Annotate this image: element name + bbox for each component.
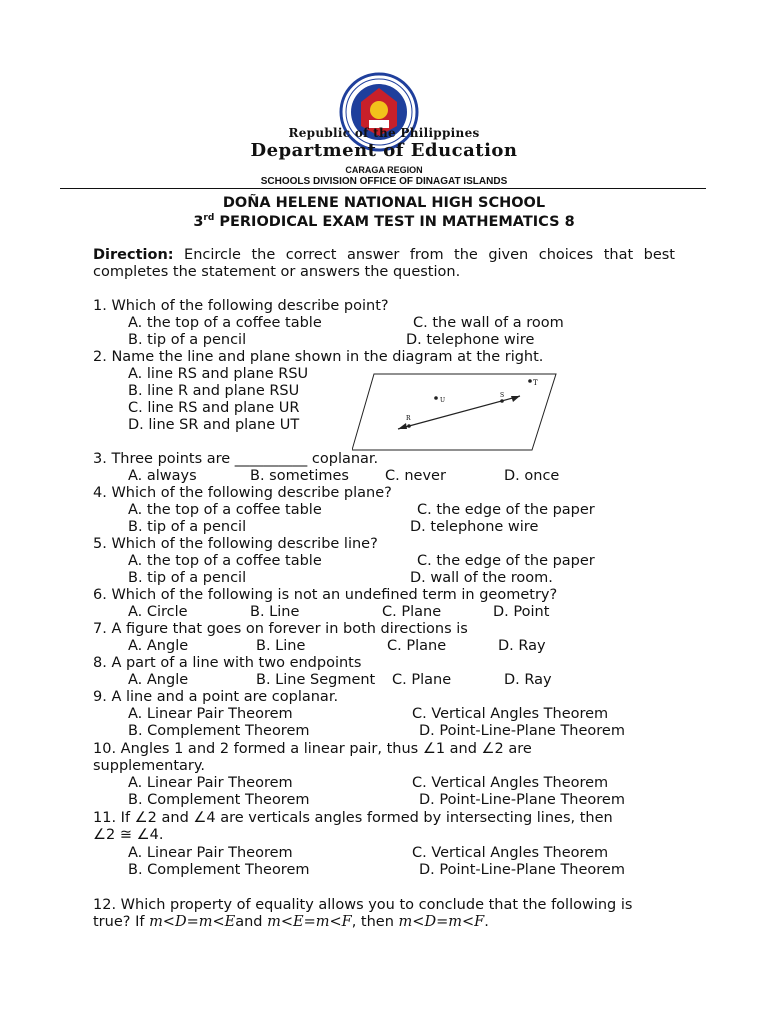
q4-choice-d[interactable]: D. telephone wire (410, 519, 539, 535)
q6-choice-a[interactable]: A. Circle (128, 604, 188, 620)
q10-choice-d[interactable]: D. Point-Line-Plane Theorem (419, 792, 625, 808)
question-5: 5. Which of the following describe line? (93, 536, 378, 552)
q8-choice-c[interactable]: C. Plane (392, 672, 452, 688)
q11-choice-b[interactable]: B. Complement Theorem (128, 862, 310, 878)
question-2: 2. Name the line and plane shown in the diagram at the right. (93, 349, 544, 365)
q9-choice-c[interactable]: C. Vertical Angles Theorem (412, 706, 609, 722)
plane-line-diagram (352, 372, 562, 452)
question-4: 4. Which of the following describe plane? (93, 485, 392, 501)
q3-choice-d[interactable]: D. once (504, 468, 560, 484)
q9-choice-a[interactable]: A. Linear Pair Theorem (128, 706, 293, 722)
q4-choice-c[interactable]: C. the edge of the paper (417, 502, 595, 518)
question-7: 7. A figure that goes on forever in both directions is (93, 621, 468, 637)
q8-choice-b[interactable]: B. Line Segment (256, 672, 376, 688)
expr-d-equals-f: m<D=m<F (398, 914, 485, 930)
label-s: S (500, 392, 505, 399)
question-10-continued: supplementary. (93, 758, 205, 774)
direction-label: Direction: (93, 247, 174, 263)
question-1: 1. Which of the following describe point? (93, 298, 389, 314)
direction-paragraph (93, 247, 675, 281)
q10-choice-c[interactable]: C. Vertical Angles Theorem (412, 775, 609, 791)
line-arrow-right (511, 396, 520, 402)
question-12-continued: true? If m<D=m<Eand m<E=m<F, then m<D=m<F. (93, 914, 489, 930)
point-t (528, 379, 532, 383)
q6-choice-d[interactable]: D. Point (493, 604, 550, 620)
question-10: 10. Angles 1 and 2 formed a linear pair, thus ∠1 and ∠2 are (93, 741, 532, 757)
q2-choice-c[interactable]: C. line RS and plane UR (128, 400, 300, 416)
expr-d-equals-e: m<D=m<E (149, 914, 236, 930)
direction-text: Encircle the correct answer from the given choices that best completes the statement or answers the question. (93, 247, 675, 280)
question-9: 9. A line and a point are coplanar. (93, 689, 339, 705)
question-11-continued: ∠2 ≅ ∠4. (93, 827, 164, 843)
q8-choice-a[interactable]: A. Angle (128, 672, 189, 688)
point-u (434, 396, 438, 400)
question-6: 6. Which of the following is not an undefined term in geometry? (93, 587, 558, 603)
region-line: CARAGA REGION (345, 165, 423, 175)
point-r (407, 424, 411, 428)
point-s (500, 399, 504, 403)
label-r: R (406, 415, 411, 422)
q10-choice-b[interactable]: B. Complement Theorem (128, 792, 310, 808)
q8-choice-d[interactable]: D. Ray (504, 672, 552, 688)
q7-choice-b[interactable]: B. Line (256, 638, 306, 654)
republic-line: Republic of the Philippines (288, 126, 480, 140)
q2-choice-d[interactable]: D. line SR and plane UT (128, 417, 300, 433)
q3-choice-a[interactable]: A. always (128, 468, 197, 484)
q5-choice-c[interactable]: C. the edge of the paper (417, 553, 595, 569)
question-8: 8. A part of a line with two endpoints (93, 655, 362, 671)
q4-choice-b[interactable]: B. tip of a pencil (128, 519, 247, 535)
q2-choice-a[interactable]: A. line RS and plane RSU (128, 366, 309, 382)
line-arrow-left (398, 423, 407, 429)
plane-shape (352, 374, 556, 450)
q11-choice-c[interactable]: C. Vertical Angles Theorem (412, 845, 609, 861)
q4-choice-a[interactable]: A. the top of a coffee table (128, 502, 322, 518)
q6-choice-b[interactable]: B. Line (250, 604, 300, 620)
label-t: T (533, 379, 538, 387)
label-u: U (440, 397, 446, 404)
q1-choice-b[interactable]: B. tip of a pencil (128, 332, 247, 348)
expr-e-equals-f: m<E=m<F (267, 914, 352, 930)
q7-choice-a[interactable]: A. Angle (128, 638, 189, 654)
exam-title: 3rd PERIODICAL EXAM TEST IN MATHEMATICS 8 (193, 213, 575, 230)
q5-choice-a[interactable]: A. the top of a coffee table (128, 553, 322, 569)
header-divider (60, 188, 706, 189)
q11-choice-d[interactable]: D. Point-Line-Plane Theorem (419, 862, 625, 878)
q2-choice-b[interactable]: B. line R and plane RSU (128, 383, 300, 399)
q5-choice-d[interactable]: D. wall of the room. (410, 570, 553, 586)
question-3: 3. Three points are __________ coplanar. (93, 451, 379, 467)
q7-choice-d[interactable]: D. Ray (498, 638, 546, 654)
q3-choice-c[interactable]: C. never (385, 468, 446, 484)
question-12: 12. Which property of equality allows you to conclude that the following is (93, 897, 633, 913)
q1-choice-a[interactable]: A. the top of a coffee table (128, 315, 322, 331)
department-title: Department of Education (250, 140, 518, 161)
q7-choice-c[interactable]: C. Plane (387, 638, 447, 654)
q1-choice-c[interactable]: C. the wall of a room (413, 315, 564, 331)
q9-choice-d[interactable]: D. Point-Line-Plane Theorem (419, 723, 625, 739)
q9-choice-b[interactable]: B. Complement Theorem (128, 723, 310, 739)
division-line: SCHOOLS DIVISION OFFICE OF DINAGAT ISLANDS (260, 176, 508, 187)
question-11: 11. If ∠2 and ∠4 are verticals angles formed by intersecting lines, then (93, 810, 613, 826)
q11-choice-a[interactable]: A. Linear Pair Theorem (128, 845, 293, 861)
q6-choice-c[interactable]: C. Plane (382, 604, 442, 620)
q3-choice-b[interactable]: B. sometimes (250, 468, 349, 484)
q1-choice-d[interactable]: D. telephone wire (406, 332, 535, 348)
q10-choice-a[interactable]: A. Linear Pair Theorem (128, 775, 293, 791)
school-name: DOÑA HELENE NATIONAL HIGH SCHOOL (222, 195, 546, 211)
q5-choice-b[interactable]: B. tip of a pencil (128, 570, 247, 586)
